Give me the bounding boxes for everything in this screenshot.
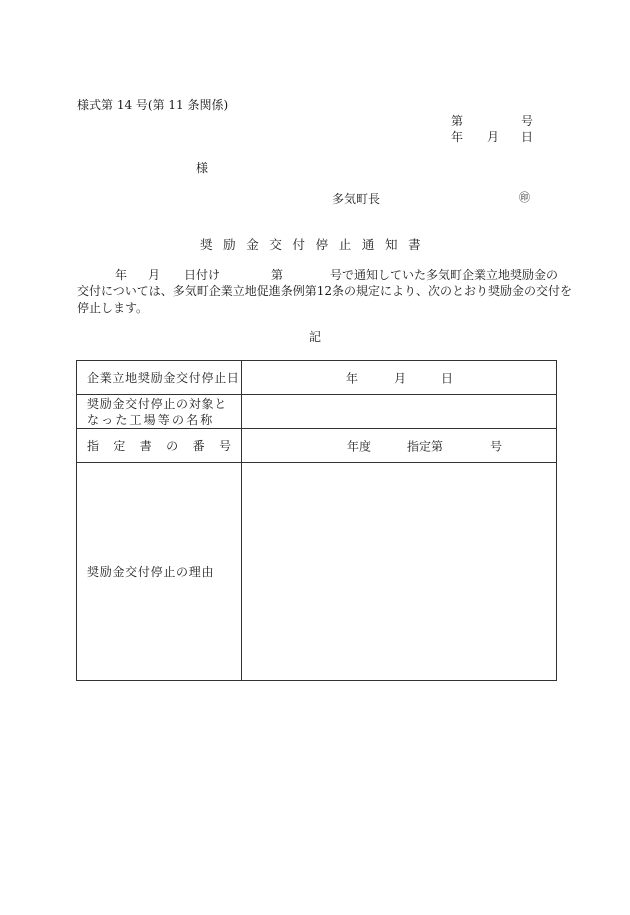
stop-date-day: 日 xyxy=(441,371,454,385)
body-month: 月 xyxy=(148,268,161,282)
stop-reason-value xyxy=(242,463,557,681)
table-row xyxy=(77,463,557,681)
designation-label-char: 番 xyxy=(192,439,205,453)
designation-label-char: 指 xyxy=(87,439,100,453)
body-number-dai: 第 xyxy=(271,268,284,282)
details-table xyxy=(76,360,557,681)
table-row xyxy=(77,395,557,429)
document-number-dai: 第 xyxy=(451,114,464,128)
ki-heading: 記 xyxy=(309,330,322,344)
stop-date-month: 月 xyxy=(394,371,407,385)
designation-number-label xyxy=(77,429,242,463)
designation-number-value xyxy=(242,429,557,463)
issue-date-day: 日 xyxy=(521,130,534,144)
document-title: 奨励金交付停止通知書 xyxy=(200,237,432,252)
designation-label-char: 定 xyxy=(113,439,126,453)
designation-number-go: 号 xyxy=(490,439,503,453)
designation-label-char: の xyxy=(166,439,179,453)
target-factory-label-line1: 奨励金交付停止の対象と xyxy=(87,396,227,411)
designation-number-dai: 指定第 xyxy=(407,439,444,453)
issuer-name: 多気町長 xyxy=(332,192,381,206)
body-text-line3: 停止します。 xyxy=(77,301,149,315)
designation-label-char: 号 xyxy=(218,439,231,453)
designation-fiscal-year: 年度 xyxy=(347,439,372,453)
body-dated: 日付け xyxy=(184,268,221,282)
document-number-go: 号 xyxy=(521,114,534,128)
table-row xyxy=(77,429,557,463)
seal-mark: ㊞ xyxy=(519,191,530,204)
body-text-line1: 号で通知していた多気町企業立地奨励金の xyxy=(330,268,559,282)
target-factory-label xyxy=(77,395,242,429)
form-number-label: 様式第 14 号(第 11 条関係) xyxy=(77,98,229,112)
issue-date-year: 年 xyxy=(451,130,464,144)
stop-date-year: 年 xyxy=(346,371,359,385)
table-row xyxy=(77,361,557,395)
target-factory-label-line2: なった工場等の名称 xyxy=(87,412,215,427)
stop-date-value xyxy=(242,361,557,395)
stop-date-label: 企業立地奨励金交付停止日 xyxy=(77,361,242,395)
issue-date-month: 月 xyxy=(487,130,500,144)
body-year: 年 xyxy=(115,268,128,282)
body-text-line2: 交付については、多気町企業立地促進条例第12条の規定により、次のとおり奨励金の交付を xyxy=(77,284,573,298)
target-factory-value xyxy=(242,395,557,429)
designation-label-char: 書 xyxy=(139,439,152,453)
stop-reason-label: 奨励金交付停止の理由 xyxy=(77,463,242,681)
addressee-suffix: 様 xyxy=(196,161,209,175)
